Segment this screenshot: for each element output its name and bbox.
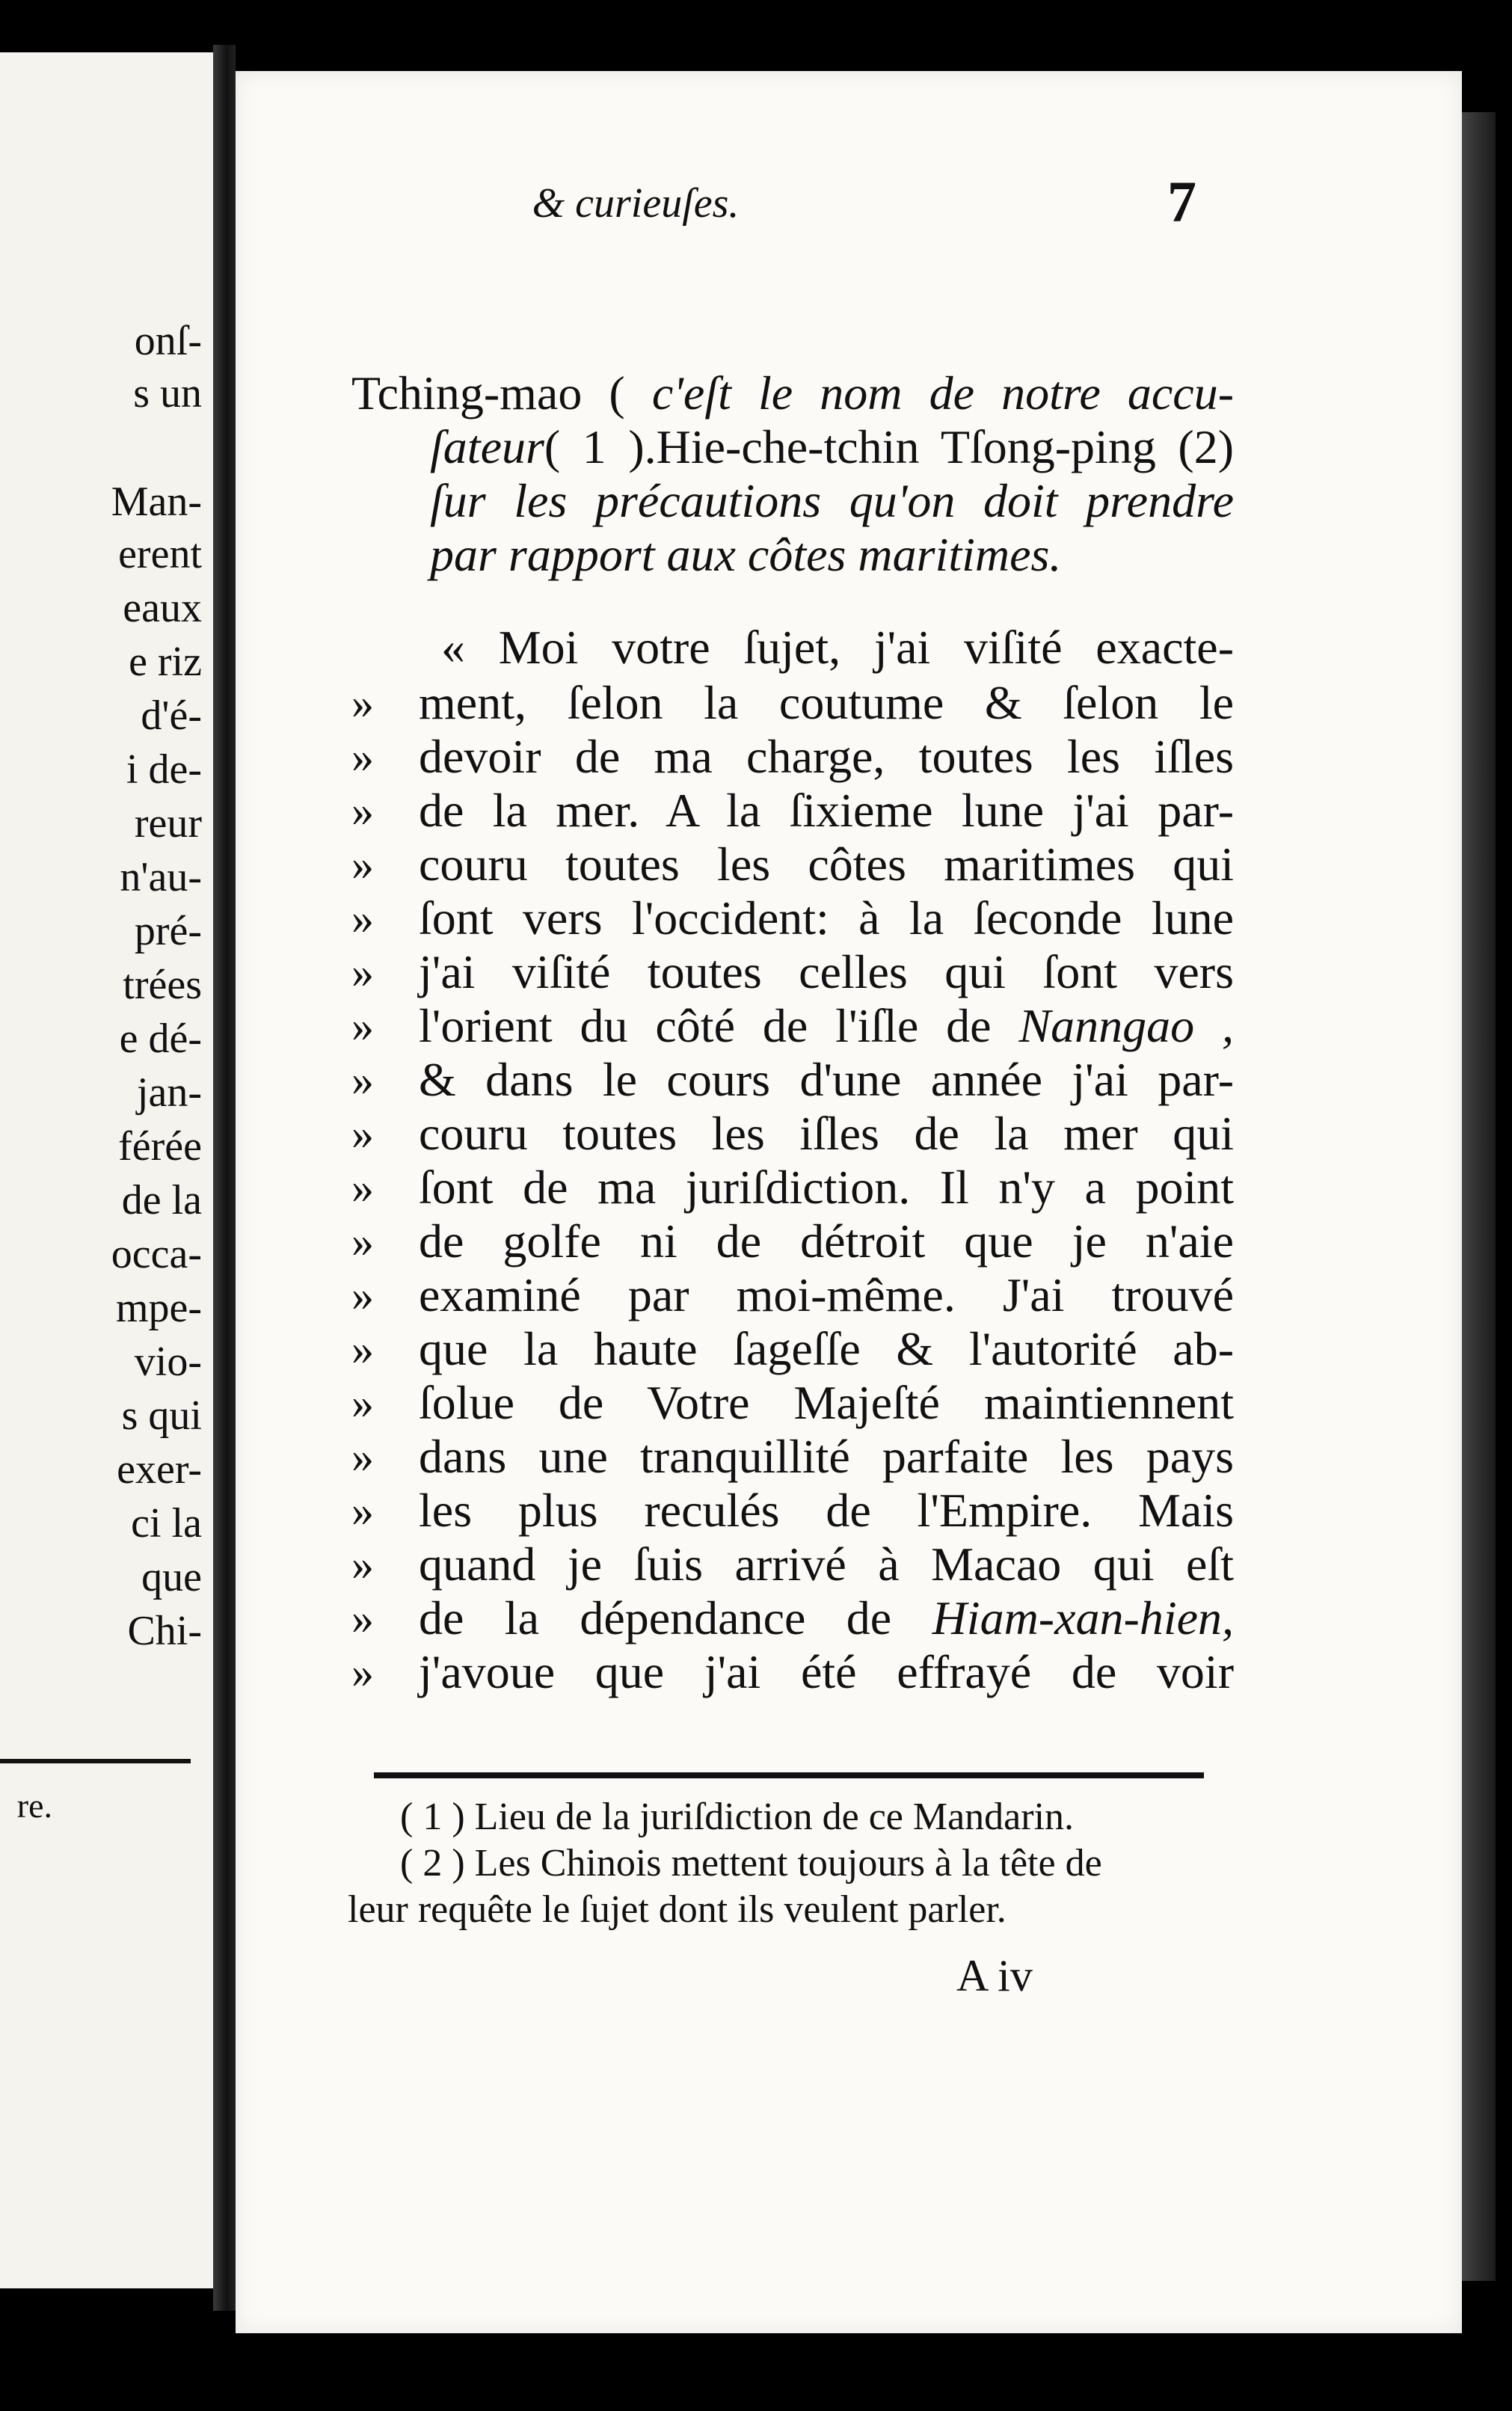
body-line: les plus reculés de l'Empire. Mais (419, 1484, 1234, 1537)
body-first-line: « Moi votre ſujet, j'ai viſité exacte- (441, 621, 1234, 674)
quote-mark: » (351, 1540, 374, 1589)
body-line: quand je ſuis arrivé à Macao qui eſt (419, 1538, 1234, 1591)
quote-mark: » (351, 786, 374, 835)
quote-mark: » (351, 678, 374, 728)
left-page-line: vio- (134, 1339, 202, 1385)
left-page-line: i de- (126, 746, 202, 793)
quote-mark: » (351, 894, 374, 943)
footnote-1: ( 1 ) Lieu de la juriſdiction de ce Mandarin. (400, 1796, 1075, 1838)
quote-mark: » (351, 1163, 374, 1212)
left-page-line: exer- (117, 1446, 202, 1493)
footnote-rule (374, 1772, 1204, 1778)
quote-mark: » (351, 1432, 374, 1481)
left-page-line: ci la (131, 1500, 202, 1547)
left-page-line: férée (118, 1123, 202, 1170)
body-line: de la dépendance de Hiam-xan-hien, (419, 1591, 1235, 1644)
body-line: devoir de ma charge, toutes les iſles (419, 730, 1234, 783)
quote-mark: » (351, 1271, 374, 1320)
quote-mark: » (351, 1486, 374, 1535)
page-number: 7 (1167, 169, 1196, 234)
quote-mark: » (351, 1055, 374, 1105)
quote-mark: » (351, 1109, 374, 1158)
left-page-line: e dé- (119, 1016, 202, 1062)
left-footnote-fragment: re. (16, 1787, 52, 1825)
footnote-2-continuation: leur requête le ſujet dont ils veulent parler. (348, 1888, 1007, 1931)
quote-mark: » (351, 1594, 374, 1643)
quote-mark: » (351, 947, 374, 997)
left-page-line: d'é- (141, 692, 202, 739)
body-line: de golfe ni de détroit que je n'aie (419, 1214, 1234, 1268)
left-page-line: trées (123, 962, 202, 1008)
body-line: couru toutes les côtes maritimes qui (419, 838, 1234, 891)
left-page-line: de la (121, 1177, 202, 1223)
body-line: que la haute ſageſſe & l'autorité ab- (419, 1322, 1234, 1375)
left-footnote-rule (0, 1759, 191, 1763)
left-page-line: pré- (134, 908, 202, 954)
body-line: dans une tranquillité parfaite les pays (419, 1430, 1234, 1483)
heading-line: par rapport aux côtes maritimes. (430, 528, 1062, 581)
left-page-line: s qui (121, 1392, 202, 1439)
left-page-line: jan- (136, 1069, 202, 1116)
quote-mark: » (351, 1217, 374, 1266)
quote-mark: » (351, 1647, 374, 1697)
left-page-line: Man- (111, 479, 202, 525)
quote-mark: » (351, 1324, 374, 1374)
footnote-2: ( 2 ) Les Chinois mettent toujours à la tête de (400, 1842, 1102, 1885)
body-line: & dans le cours d'une année j'ai par- (419, 1053, 1234, 1106)
left-facing-page (0, 52, 213, 2288)
left-page-line: s un (133, 370, 202, 417)
body-line: ſont de ma juriſdiction. Il n'y a point (419, 1161, 1234, 1214)
left-page-line: e riz (129, 639, 202, 685)
quote-mark: » (351, 1378, 374, 1428)
body-line: ſont vers l'occident: à la ſeconde lune (419, 891, 1234, 945)
page-edge (1462, 112, 1496, 2281)
body-line: couru toutes les iſles de la mer qui (419, 1107, 1234, 1160)
left-page-line: erent (118, 531, 202, 577)
heading-line: ſateur( 1 ).Hie-che-tchin Tſong-ping (2) (430, 420, 1234, 473)
left-page-line: Chi- (127, 1608, 202, 1654)
running-header: & curieuſes. (532, 180, 740, 227)
left-page-line: n'au- (120, 854, 202, 900)
body-line: de la mer. A la ſixieme lune j'ai par- (419, 784, 1234, 837)
body-line: ſolue de Votre Majeſté maintiennent (419, 1376, 1234, 1429)
heading-line: Tching-mao ( c'eſt le nom de notre accu- (351, 366, 1234, 420)
body-line: l'orient du côté de l'iſle de Nanngao , (419, 999, 1235, 1052)
quote-mark: » (351, 1001, 374, 1051)
left-page-line: occa- (111, 1231, 202, 1277)
quote-mark: » (351, 840, 374, 889)
heading-line: ſur les précautions qu'on doit prendre (430, 474, 1234, 527)
body-line: j'ai viſité toutes celles qui ſont vers (419, 945, 1234, 998)
left-page-line: eaux (123, 585, 202, 631)
book-gutter (213, 45, 236, 2311)
body-line: examiné par moi-même. J'ai trouvé (419, 1268, 1234, 1321)
left-page-line: onſ- (134, 318, 202, 364)
left-page-line: reur (134, 800, 202, 847)
signature-mark: A iv (956, 1951, 1033, 2000)
left-page-line: que (141, 1554, 202, 1600)
quote-mark: » (351, 732, 374, 781)
body-line: ment, ſelon la coutume & ſelon le (419, 676, 1234, 729)
left-page-line: mpe- (115, 1285, 202, 1331)
body-line: j'avoue que j'ai été effrayé de voir (419, 1645, 1234, 1698)
